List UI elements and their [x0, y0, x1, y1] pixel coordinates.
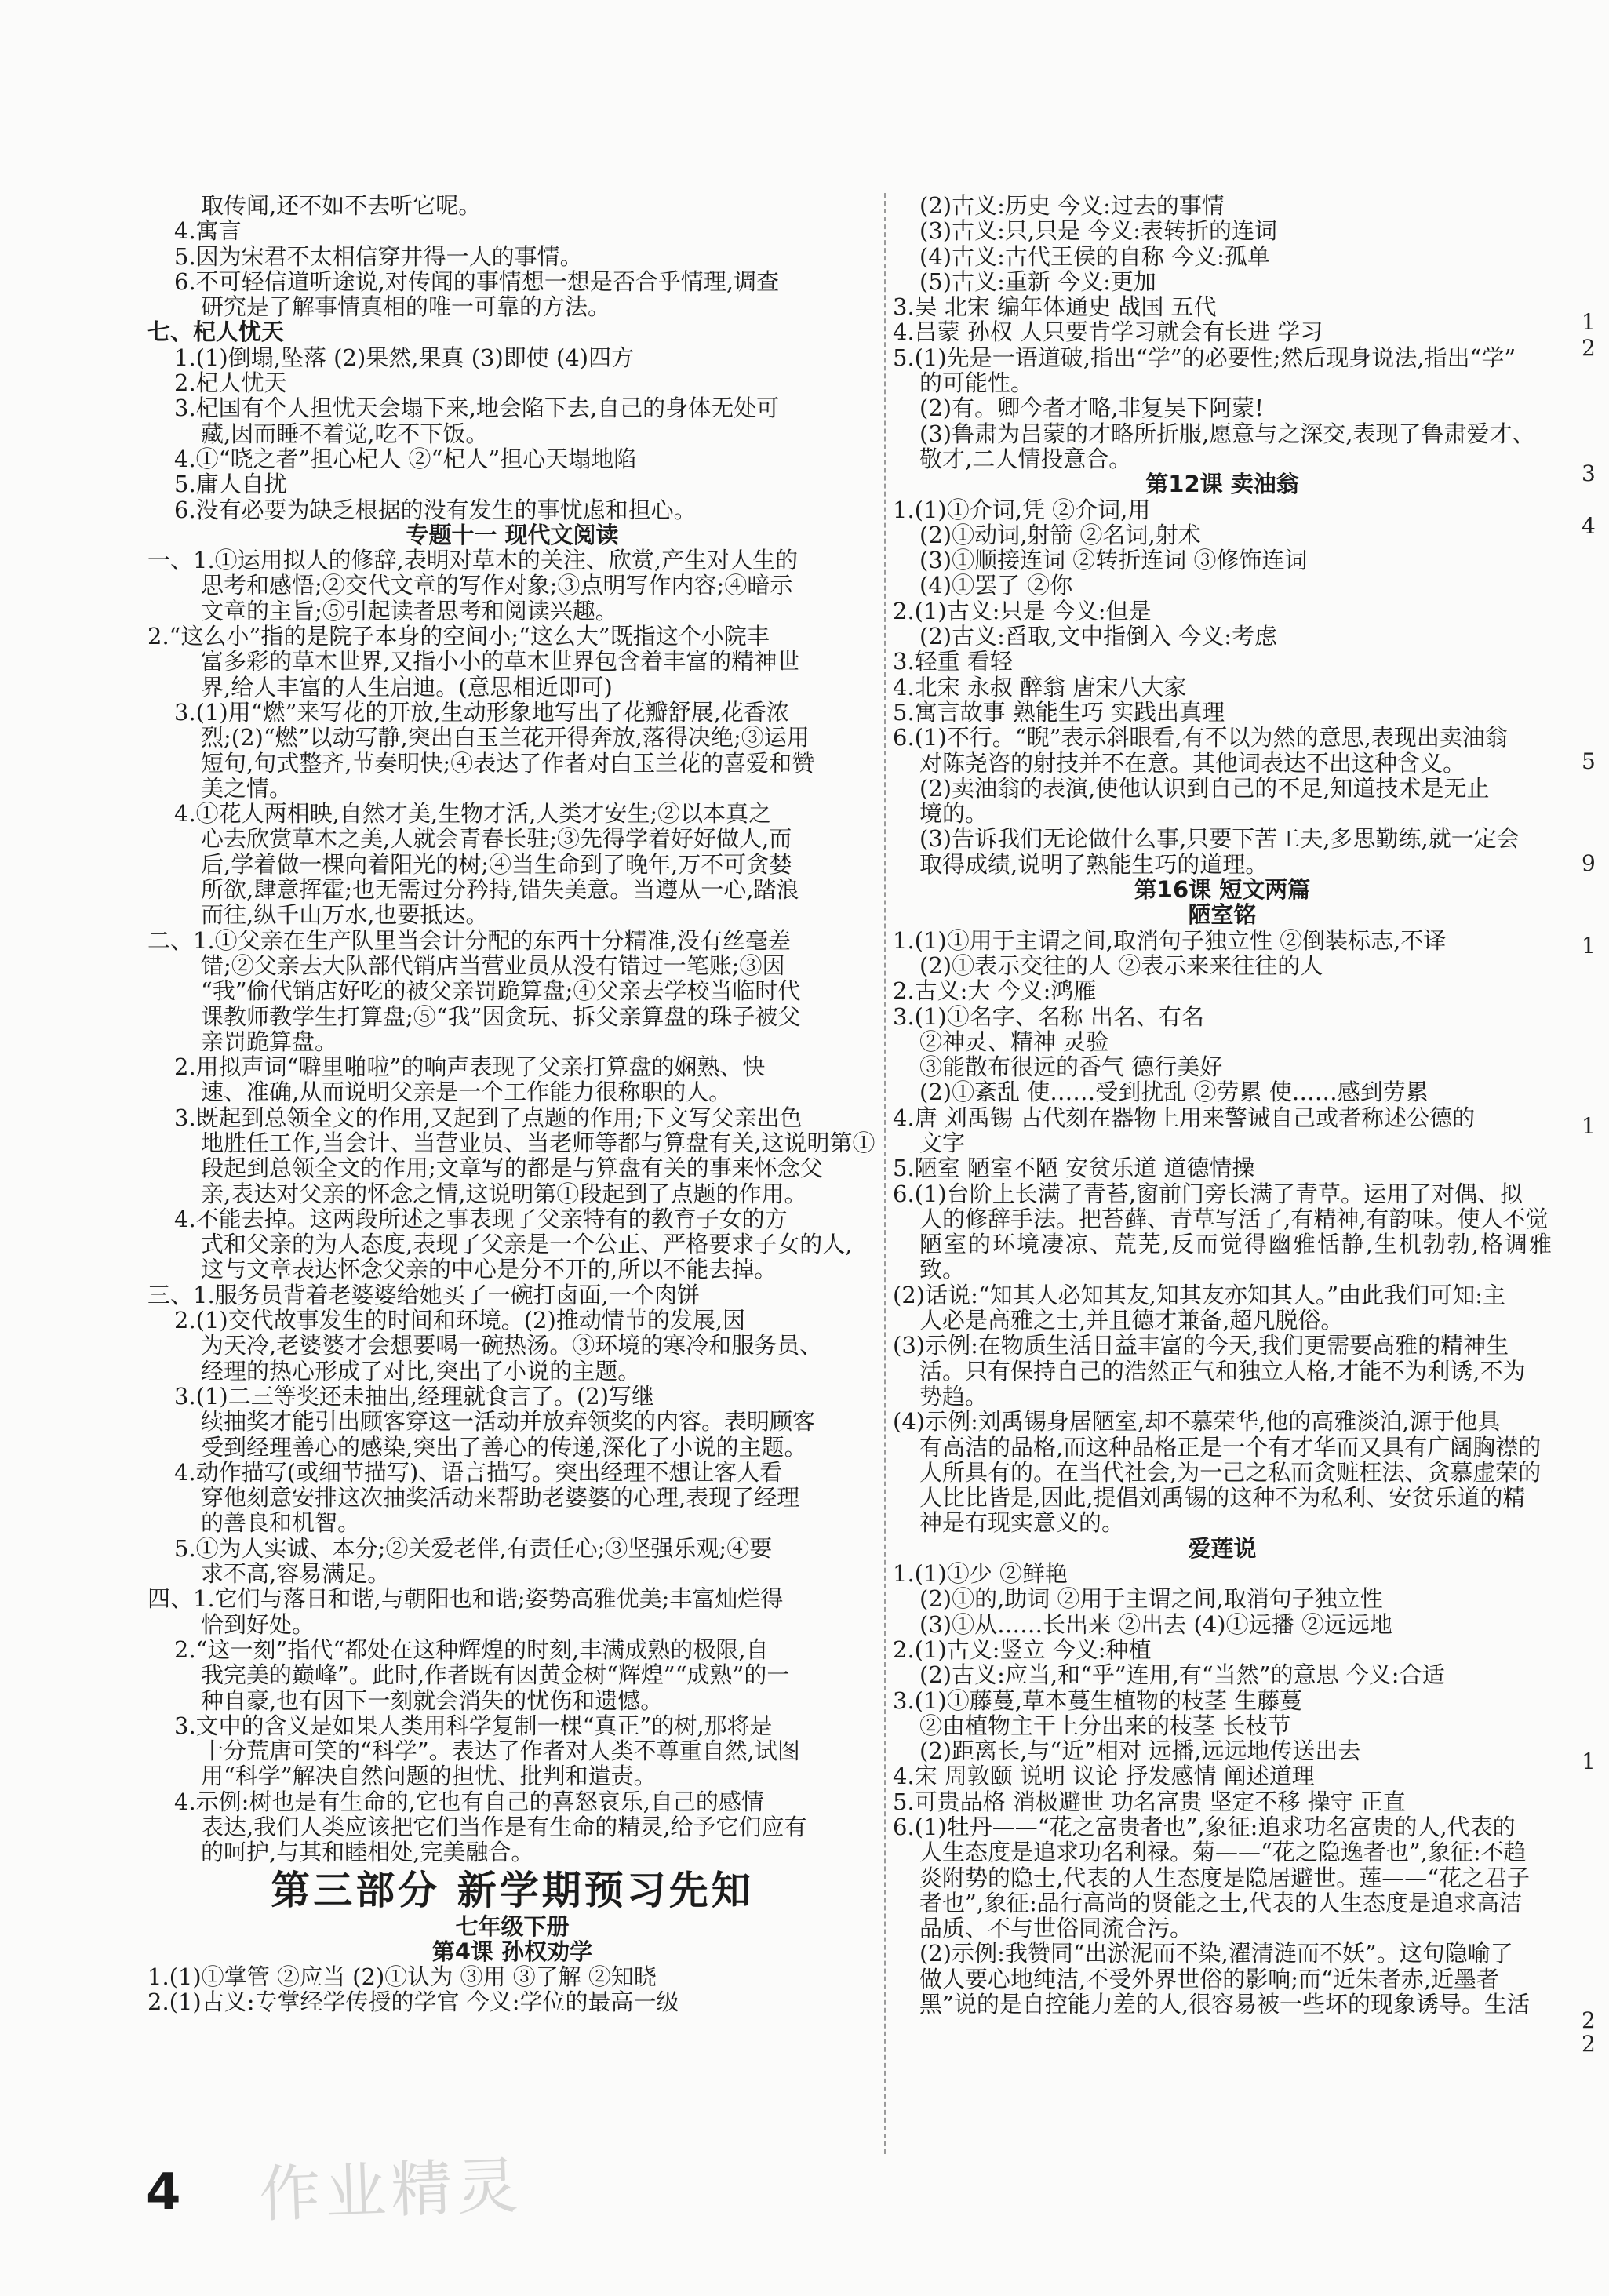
answer-line: 1.(1)①掌管 ②应当 (2)①认为 ③用 ③了解 ②知晓	[147, 1963, 657, 1991]
answer-line: 人比比皆是,因此,提倡刘禹锡的这种不为私利、安贫乐道的精	[919, 1484, 1526, 1512]
answer-line: 界,给人丰富的人生启迪。(意思相近即可)	[201, 673, 613, 700]
answer-line: 3.(1)①藤蔓,草本蔓生植物的枝茎 生藤蔓	[893, 1687, 1303, 1714]
answer-line: 研究是了解事情真相的唯一可靠的方法。	[201, 293, 611, 321]
answer-line: 3.既起到总领全文的作用,又起到了点题的作用;下文写父亲出色	[174, 1104, 803, 1131]
answer-line: (2)古义:舀取,文中指倒入 今义:考虑	[919, 623, 1278, 650]
answer-line: 5.庸人自扰	[174, 471, 287, 498]
answer-line: (2)距离长,与“近”相对 远播,远远地传送出去	[919, 1737, 1361, 1765]
answer-line: 3.(1)①名字、名称 出名、有名	[893, 1002, 1204, 1030]
right-column	[893, 193, 1552, 2017]
answer-line: 4.动作描写(或细节描写)、语言描写。突出经理不想让客人看	[174, 1458, 783, 1486]
answer-line: (5)古义:重新 今义:更加	[919, 267, 1156, 295]
cropped-edge-char: 1	[1582, 1113, 1596, 1139]
answer-line: ②神灵、精神 灵验	[919, 1028, 1109, 1055]
answer-line: (3)鲁肃为吕蒙的才略所折服,愿意与之深交,表现了鲁肃爱才、	[919, 420, 1535, 447]
answer-line: 求不高,容易满足。	[201, 1560, 391, 1588]
answer-line: 人必是高雅之士,并且德才兼备,超凡脱俗。	[919, 1307, 1344, 1334]
grade-heading: 七年级下册	[455, 1912, 570, 1940]
answer-line: 3.(1)二三等奖还未抽出,经理就食言了。(2)写继	[174, 1382, 655, 1410]
section-heading: 专题十一 现代文阅读	[406, 521, 619, 548]
cropped-edge-char: 1	[1582, 933, 1596, 959]
answer-line: 2.“这么小”指的是院子本身的空间小;“这么大”既指这个小院丰	[147, 623, 770, 650]
answer-line: 6.(1)牡丹——“花之富贵者也”,象征:追求功名富贵的人,代表的	[893, 1814, 1516, 1840]
part-title: 第三部分 新学期预习先知	[271, 1867, 754, 1913]
column-divider	[884, 193, 886, 2154]
answer-line: 做人要心地纯洁,不受外界世俗的影响;而“近朱者赤,近墨者	[919, 1965, 1500, 1992]
answer-line: 穿他刻意安排这次抽奖活动来帮助老婆婆的心理,表现了经理	[201, 1484, 800, 1512]
answer-line: 敬才,二人情投意合。	[919, 445, 1132, 472]
answer-line: 炎附势的隐士,代表的人生态度是隐居避世。莲——“花之君子	[919, 1864, 1531, 1891]
answer-line: 4.唐 刘禹锡 古代刻在器物上用来警诫自己或者称述公德的	[893, 1104, 1476, 1131]
answer-line: (2)卖油翁的表演,使他认识到自己的不足,知道技术是无止	[919, 774, 1490, 802]
answer-line: 2.“这一刻”指代“都处在这种辉煌的时刻,丰满成熟的极限,自	[174, 1636, 769, 1663]
answer-line: 种自豪,也有因下一刻就会消失的忧伤和遗憾。	[201, 1687, 664, 1714]
answer-line: “我”偷代销店好吃的被父亲罚跪算盘;④父亲去学校当临时代	[201, 977, 801, 1005]
section-heading: 七、杞人忧天	[147, 318, 285, 346]
lesson-heading: 第4课 孙权劝学	[431, 1938, 593, 1965]
answer-line: 一、1.①运用拟人的修辞,表明对草木的关注、欣赏,产生对人生的	[147, 547, 799, 574]
answer-line: 4.寓言	[174, 217, 242, 245]
cropped-edge-char: 1	[1582, 1748, 1596, 1774]
answer-line: (2)①表示交往的人 ②表示来来往往的人	[919, 952, 1323, 979]
answer-line: (2)话说:“知其人必知其友,知其友亦知其人。”由此我们可知:主	[893, 1281, 1505, 1308]
answer-line: 3.文中的含义是如果人类用科学复制一棵“真正”的树,那将是	[174, 1712, 773, 1739]
answer-line: 烈;(2)“燃”以动写静,突出白玉兰花开得奔放,落得决绝;③运用	[201, 724, 810, 751]
cropped-edge-char: 5	[1582, 748, 1596, 774]
answer-line: 陋室的环境凄凉、荒芜,反而觉得幽雅恬静,生机勃勃,格调雅致。	[919, 1231, 1552, 1283]
answer-line: 速、准确,从而说明父亲是一个工作能力很称职的人。	[201, 1079, 732, 1106]
answer-line: 美之情。	[201, 774, 293, 802]
answer-line: 地胜任工作,当会计、当营业员、当老师等都与算盘有关,这说明第①	[201, 1129, 875, 1156]
answer-line: 亲,表达对父亲的怀念之情,这说明第①段起到了点题的作用。	[201, 1180, 807, 1207]
answer-line: 3.杞国有个人担忧天会塌下来,地会陷下去,自己的身体无处可	[174, 395, 780, 422]
answer-line: (2)古义:应当,和“乎”连用,有“当然”的意思 今义:合适	[919, 1661, 1445, 1689]
answer-line: 5.寓言故事 熟能生巧 实践出真理	[893, 698, 1225, 726]
answer-line: 5.①为人实诚、本分;②关爱老伴,有责任心;③坚强乐观;④要	[174, 1534, 773, 1562]
answer-line: 对陈尧咨的射技并不在意。其他词表达不出这种含义。	[919, 749, 1466, 777]
answer-line: (2)①动词,射箭 ②名词,射术	[919, 521, 1201, 548]
answer-line: 2.(1)交代故事发生的时间和环境。(2)推动情节的发展,因	[174, 1307, 746, 1334]
left-column	[147, 193, 877, 2015]
answer-line: 5.可贵品格 消极避世 功名富贵 坚定不移 操守 正直	[893, 1788, 1406, 1815]
answer-line: (3)告诉我们无论做什么事,只要下苦工夫,多思勤练,就一定会	[919, 825, 1520, 853]
answer-line: 2.(1)古义:只是 今义:但是	[893, 597, 1152, 624]
answer-line: (3)①顺接连词 ②转折连词 ③修饰连词	[919, 547, 1308, 574]
answer-line: ②由植物主干上分出来的枝茎 长枝节	[919, 1712, 1291, 1739]
answer-line: 续抽奖才能引出顾客穿这一活动并放弃领奖的内容。表明顾客	[201, 1408, 816, 1435]
answer-line: 1.(1)倒塌,坠落 (2)果然,果真 (3)即使 (4)四方	[174, 344, 635, 371]
cropped-edge-char: 9	[1582, 850, 1596, 876]
answer-line: 我完美的巅峰”。此时,作者既有因黄金树“辉煌”“成熟”的一	[201, 1661, 790, 1689]
answer-line: 人的修辞手法。把苔藓、青草写活了,有精神,有韵味。使人不觉	[919, 1205, 1549, 1232]
answer-line: 神是有现实意义的。	[919, 1509, 1125, 1537]
answer-line: 4.示例:树也是有生命的,它也有自己的喜怒哀乐,自己的感情	[174, 1788, 764, 1815]
answer-line: 4.①“晓之者”担心杞人 ②“杞人”担心天塌地陷	[174, 445, 637, 472]
answer-line: 三、1.服务员背着老婆婆给她买了一碗打卤面,一个肉饼	[147, 1281, 700, 1308]
cropped-edge-char: 4	[1582, 513, 1596, 539]
answer-line: 1.(1)①介词,凭 ②介词,用	[893, 496, 1151, 523]
answer-line: (3)①从……长出来 ②出去 (4)①远播 ②远远地	[919, 1610, 1392, 1638]
answer-line: 2.杞人忧天	[174, 369, 287, 397]
answer-line: 二、1.①父亲在生产队里当会计分配的东西十分精准,没有丝毫差	[147, 926, 791, 954]
answer-line: 人所具有的。在当代社会,为一己之私而贪赃枉法、贪慕虚荣的	[919, 1458, 1542, 1486]
answer-line: 心去欣赏草木之美,人就会青春长驻;③先得学着好好做人,而	[201, 825, 792, 853]
answer-line: 5.(1)先是一语道破,指出“学”的必要性;然后现身说法,指出“学”	[893, 344, 1516, 371]
section-heading: 陋室铭	[1188, 901, 1257, 929]
answer-line: (2)示例:我赞同“出淤泥而不染,濯清涟而不妖”。这句隐喻了	[919, 1940, 1513, 1967]
answer-line: 人生态度是追求功名利禄。菊——“花之隐逸者也”,象征:不趋	[919, 1839, 1527, 1866]
page-number: 4	[146, 2163, 181, 2221]
answer-line: 2.用拟声词“噼里啪啦”的响声表现了父亲打算盘的娴熟、快	[174, 1053, 766, 1081]
answer-line: 段起到总领全文的作用;文章写的都是与算盘有关的事来怀念父	[201, 1155, 823, 1182]
answer-line: 2.(1)古义:竖立 今义:种植	[893, 1636, 1152, 1663]
answer-line: 5.陋室 陋室不陋 安贫乐道 道德情操	[893, 1155, 1255, 1182]
answer-line: 表达,我们人类应该把它们当作是有生命的精灵,给予它们应有	[201, 1814, 807, 1840]
answer-line: (2)①紊乱 使……受到扰乱 ②劳累 使……感到劳累	[919, 1079, 1429, 1106]
answer-line: 3.吴 北宋 编年体通史 战国 五代	[893, 293, 1217, 321]
answer-line: 后,学着做一棵向着阳光的树;④当生命到了晚年,万不可贪婪	[201, 850, 792, 878]
answer-line: 的呵护,与其和睦相处,完美融合。	[201, 1839, 534, 1866]
section-heading: 第12课 卖油翁	[1145, 471, 1299, 498]
cropped-edge-char: 2	[1582, 2031, 1596, 2057]
answer-line: 5.因为宋君不太相信穿井得一人的事情。	[174, 242, 583, 270]
answer-line: 黑”说的是自控能力差的人,很容易被一些坏的现象诱导。生活	[919, 1991, 1531, 2018]
answer-line: 6.没有必要为缺乏根据的没有发生的事忧虑和担心。	[174, 496, 697, 523]
cropped-edge-char: 2	[1582, 335, 1596, 361]
answer-line: 恰到好处。	[201, 1610, 315, 1638]
answer-line: 文字	[919, 1129, 966, 1156]
answer-line: (2)古义:历史 今义:过去的事情	[919, 192, 1225, 219]
cropped-edge-char: 1	[1582, 309, 1596, 335]
cropped-edge-char: 3	[1582, 460, 1596, 486]
answer-line: 4.吕蒙 孙权 人只要肯学习就会有长进 学习	[893, 318, 1323, 346]
answer-line: (4)古义:古代王侯的自称 今义:孤单	[919, 242, 1270, 270]
answer-line: 者也”,象征:品行高尚的贤能之士,代表的人生态度是追求高洁	[919, 1889, 1523, 1916]
answer-line: 2.古义:大 今义:鸿雁	[893, 977, 1097, 1005]
section-heading: 爱莲说	[1188, 1534, 1257, 1562]
answer-line: ③能散布很远的香气 德行美好	[919, 1053, 1223, 1081]
answer-line: 4.北宋 永叔 醉翁 唐宋八大家	[893, 673, 1187, 700]
answer-line: (2)有。卿今者才略,非复吴下阿蒙!	[919, 395, 1264, 422]
answer-line: 取传闻,还不如不去听它呢。	[201, 192, 482, 219]
answer-line: (3)古义:只,只是 今义:表转折的连词	[919, 217, 1278, 245]
section-heading: 第16课 短文两篇	[1134, 876, 1311, 904]
answer-line: (4)示例:刘禹锡身居陋室,却不慕荣华,他的高雅淡泊,源于他具	[893, 1408, 1501, 1435]
answer-line: 四、1.它们与落日和谐,与朝阳也和谐;姿势高雅优美;丰富灿烂得	[147, 1585, 784, 1613]
answer-line: 势趋。	[919, 1382, 988, 1410]
answer-line: 4.不能去掉。这两段所述之事表现了父亲特有的教育子女的方	[174, 1205, 788, 1232]
answer-line: 错;②父亲去大队部代销店当营业员从没有错过一笔账;③因	[201, 952, 785, 979]
answer-line: 受到经理善心的感染,突出了善心的传递,深化了小说的主题。	[201, 1433, 807, 1461]
answer-line: 经理的热心形成了对比,突出了小说的主题。	[201, 1357, 641, 1385]
answer-line: 而往,纵千山万水,也要抵达。	[201, 901, 489, 929]
answer-line: 3.(1)用“燃”来写花的开放,生动形象地写出了花瓣舒展,花香浓	[174, 698, 789, 726]
answer-line: 1.(1)①用于主谓之间,取消句子独立性 ②倒装标志,不译	[893, 926, 1447, 954]
answer-line: 式和父亲的为人态度,表现了父亲是一个公正、严格要求子女的人,	[201, 1231, 853, 1258]
answer-line: 6.(1)台阶上长满了青苔,窗前门旁长满了青草。运用了对偶、拟	[893, 1180, 1523, 1207]
answer-line: 这与文章表达怀念父亲的中心是分不开的,所以不能去掉。	[201, 1256, 777, 1283]
answer-line: 的善良和机智。	[201, 1509, 361, 1537]
answer-line: 用“科学”解决自然问题的担忧、批判和遣责。	[201, 1763, 657, 1790]
cropped-edge-char: 2	[1582, 2007, 1596, 2033]
answer-line: 课教师教学生打算盘;⑤“我”因贪玩、拆父亲算盘的珠子被父	[201, 1002, 801, 1030]
answer-line: 富多彩的草木世界,又指小小的草木世界包含着丰富的精神世	[201, 648, 800, 675]
answer-line: 藏,因而睡不着觉,吃不下饭。	[201, 420, 489, 447]
answer-line: 活。只有保持自己的浩然正气和独立人格,才能不为利诱,不为	[919, 1357, 1526, 1385]
answer-line: (3)示例:在物质生活日益丰富的今天,我们更需要高雅的精神生	[893, 1332, 1509, 1359]
answer-line: 6.不可轻信道听途说,对传闻的事情想一想是否合乎情理,调查	[174, 267, 780, 295]
answer-line: (4)①罢了 ②你	[919, 572, 1073, 599]
answer-line: 境的。	[919, 800, 988, 828]
answer-line: 十分荒唐可笑的“科学”。表达了作者对人类不尊重自然,试图	[201, 1737, 800, 1765]
answer-line: 有高洁的品格,而这种品格正是一个有才华而又具有广阔胸襟的	[919, 1433, 1542, 1461]
answer-line: (2)①的,助词 ②用于主谓之间,取消句子独立性	[919, 1585, 1383, 1613]
answer-line: 3.轻重 看轻	[893, 648, 1013, 675]
answer-line: 的可能性。	[919, 369, 1034, 397]
answer-line: 为天冷,老婆婆才会想要喝一碗热汤。③环境的寒冷和服务员、	[201, 1332, 823, 1359]
answer-line: 6.(1)不行。“睨”表示斜眼看,有不以为然的意思,表现出卖油翁	[893, 724, 1508, 751]
answer-line: 亲罚跪算盘。	[201, 1028, 338, 1055]
answer-line: 文章的主旨;⑤引起读者思考和阅读兴趣。	[201, 597, 618, 624]
answer-line: 取得成绩,说明了熟能生巧的道理。	[919, 850, 1269, 878]
watermark: 作业精灵	[257, 2151, 524, 2231]
answer-line: 4.宋 周敦颐 说明 议论 抒发感情 阐述道理	[893, 1763, 1315, 1790]
answer-line: 1.(1)①少 ②鲜艳	[893, 1560, 1068, 1588]
answer-line: 所欲,肆意挥霍;也无需过分矜持,错失美意。当遵从一心,踏浪	[201, 876, 799, 904]
answer-line: 思考和感悟;②交代文章的写作对象;③点明写作内容;④暗示	[201, 572, 793, 599]
answer-line: 品质、不与世俗同流合污。	[919, 1915, 1193, 1942]
answer-line: 4.①花人两相映,自然才美,生物才活,人类才安生;②以本真之	[174, 800, 772, 828]
answer-line: 2.(1)古义:专掌经学传授的学官 今义:学位的最高一级	[147, 1989, 679, 2016]
answer-line: 短句,句式整齐,节奏明快;④表达了作者对白玉兰花的喜爱和赞	[201, 749, 815, 777]
